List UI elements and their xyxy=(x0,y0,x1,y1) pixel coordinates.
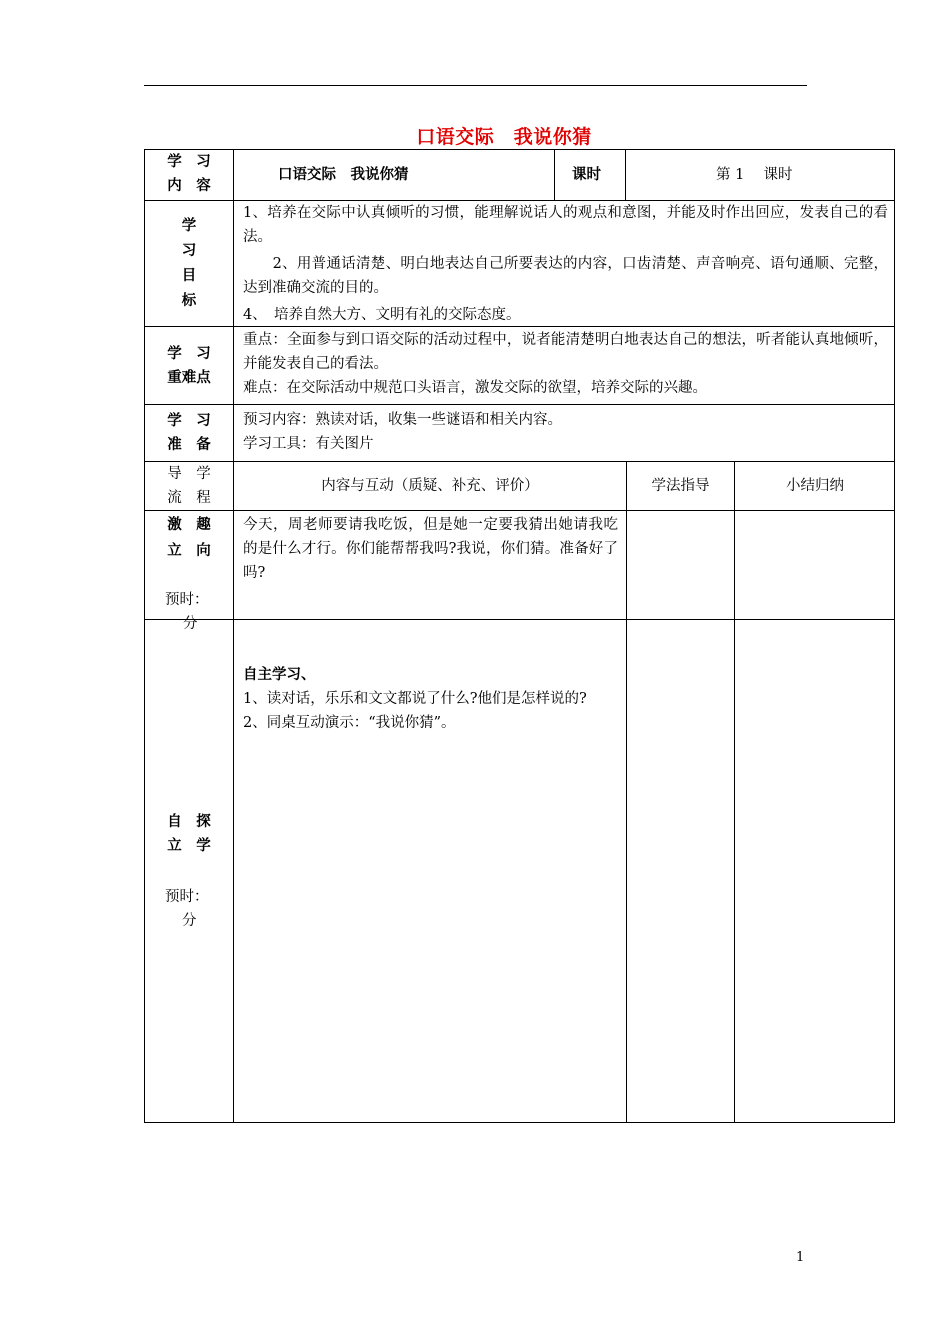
key-points-list xyxy=(243,328,888,400)
stage1-time: 预时： xyxy=(165,592,209,608)
objective-item: 4、 培养自然大方、文明有礼的交际态度。 xyxy=(243,307,521,323)
row-divider xyxy=(144,404,895,405)
preparation-item: 学习工具：有关图片 xyxy=(243,436,374,452)
row-divider xyxy=(144,619,895,620)
col-divider xyxy=(734,461,735,1123)
objective-item: 1、培养在交际中认真倾听的习惯，能理解说话人的观点和意图，并能及时作出回应，发表自己的看法。 xyxy=(243,205,888,245)
stage2-content xyxy=(243,663,620,735)
stage2-time-unit: 分 xyxy=(182,913,197,929)
preparation-list xyxy=(243,408,888,456)
objective-item: 2、用普通话清楚、明白地表达自己所要表达的内容，口齿清楚、声音响亮、语句通顺、完整，达到准确交流的目的。 xyxy=(243,256,888,296)
stage2-heading: 自主学习、 xyxy=(243,667,316,683)
col-summary-header: 小结归纳 xyxy=(786,478,844,494)
row-divider xyxy=(144,510,895,511)
stage1-time-unit: 分 xyxy=(183,616,198,632)
preparation-item: 预习内容：熟读对话，收集一些谜语和相关内容。 xyxy=(243,412,562,428)
stage2-item: 2、同桌互动演示：“我说你猜”。 xyxy=(243,715,456,731)
key-point-item: 重点：全面参与到口语交际的活动过程中，说者能清楚明白地表达自己的想法，听者能认真地倾听，并能发表自己的看法。 xyxy=(243,332,888,372)
col-divider xyxy=(625,149,626,200)
stage1-content: 今天，周老师要请我吃饭，但是她一定要我猜出她请我吃的是什么才行。你们能帮帮我吗?我说，你们猜。准备好了吗? xyxy=(243,517,618,581)
header-rule xyxy=(144,85,807,86)
document-title: 口语交际 我说你猜 xyxy=(416,126,592,148)
period-label: 课时 xyxy=(572,167,601,183)
preparation-label: 学 习 准 备 xyxy=(167,413,211,453)
row-divider xyxy=(144,461,895,462)
objectives-label: 学 习 目 标 xyxy=(181,218,197,309)
flow-label: 导 学 流 程 xyxy=(167,466,211,506)
header-content: 口语交际 我说你猜 xyxy=(278,167,409,183)
page-number: 1 xyxy=(796,1250,805,1265)
col-divider xyxy=(626,461,627,1123)
col-content-header: 内容与互动（质疑、补充、评价） xyxy=(321,478,539,494)
objectives-list xyxy=(243,201,888,327)
period-value: 第 1 课时 xyxy=(716,167,793,183)
header-label: 学 习 内 容 xyxy=(167,154,211,194)
stage2-label: 自 探 立 学 xyxy=(167,814,211,854)
stage2-item: 1、读对话，乐乐和文文都说了什么?他们是怎样说的? xyxy=(243,691,587,707)
stage1-time-cut xyxy=(183,612,198,632)
stage1-label: 激 趣 立 向 xyxy=(167,517,211,559)
key-point-item: 难点：在交际活动中规范口头语言，激发交际的欲望，培养交际的兴趣。 xyxy=(243,380,707,396)
key-points-label: 学 习 重难点 xyxy=(167,346,211,386)
col-divider xyxy=(233,149,234,1123)
col-divider xyxy=(554,149,555,200)
col-method-header: 学法指导 xyxy=(651,478,710,494)
stage2-time: 预时： xyxy=(165,889,209,905)
